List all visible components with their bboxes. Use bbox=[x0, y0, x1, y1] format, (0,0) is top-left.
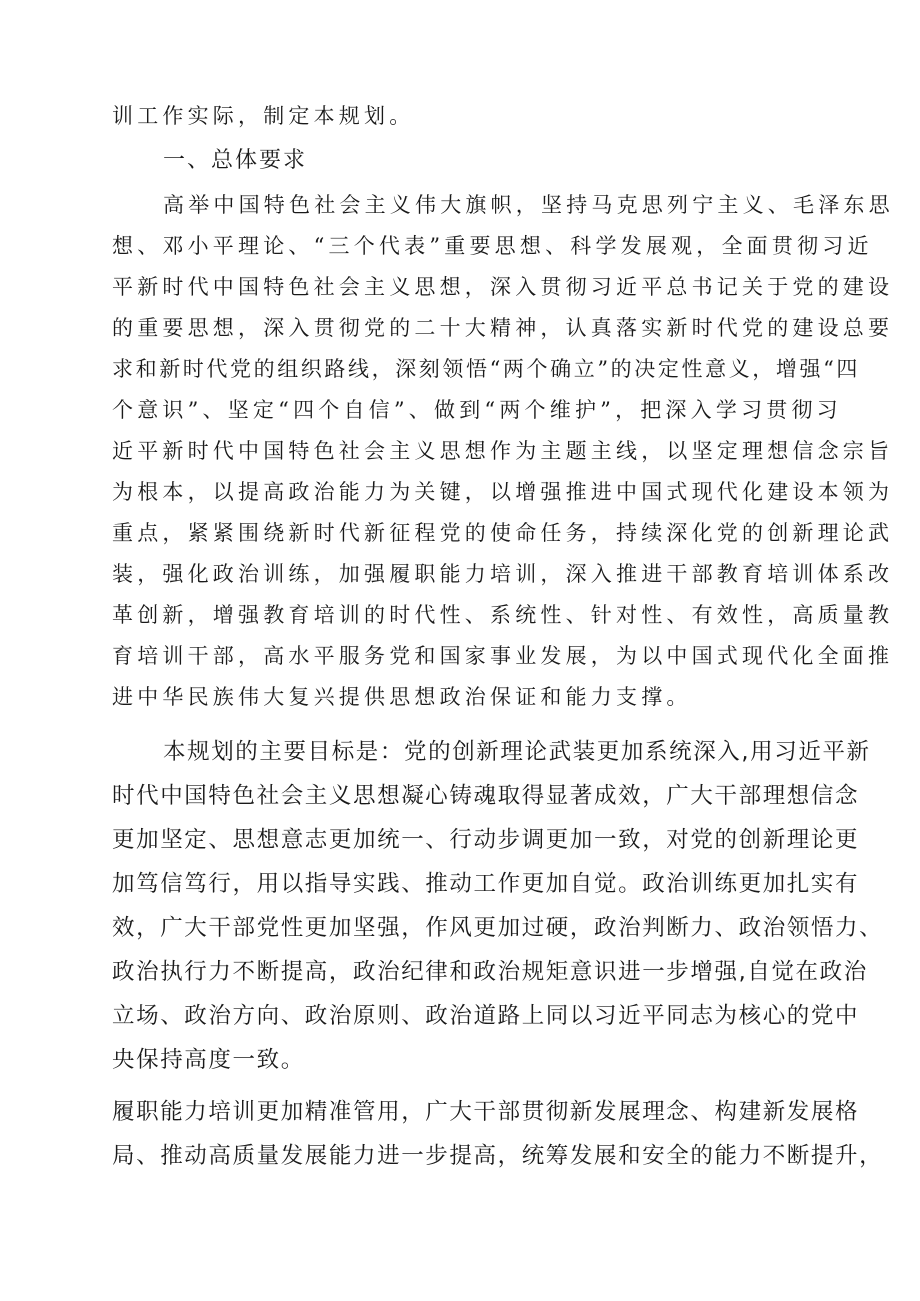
paragraph-line: 效，广大干部党性更加坚强，作风更加过硬，政治判断力、政治领悟力、 bbox=[112, 915, 884, 941]
paragraph-line: 个意识”、坚定“四个自信”、做到“两个维护”，把深入学习贯彻习 bbox=[112, 398, 842, 422]
paragraph-line: 装，强化政治训练，加强履职能力培训，深入推进干部教育培训体系改 bbox=[112, 562, 894, 586]
paragraph-line: 政治执行力不断提高，政治纪律和政治规矩意识进一步增强,自觉在政治 bbox=[112, 959, 868, 985]
paragraph-line: 加笃信笃行，用以指导实践、推动工作更加自觉。政治训练更加扎实有 bbox=[112, 871, 860, 897]
paragraph-line: 想、邓小平理论、“三个代表”重要思想、科学发展观，全面贯彻习近 bbox=[112, 234, 873, 258]
paragraph-line: 更加坚定、思想意志更加统一、行动步调更加一致，对党的创新理论更 bbox=[112, 827, 860, 853]
paragraph-line: 高举中国特色社会主义伟大旗帜，坚持马克思列宁主义、毛泽东思 bbox=[163, 193, 894, 217]
intro-line: 训工作实际，制定本规划。 bbox=[112, 104, 415, 128]
section-heading: 一、总体要求 bbox=[163, 148, 308, 173]
paragraph-line: 平新时代中国特色社会主义思想，深入贯彻习近平总书记关于党的建设 bbox=[112, 275, 894, 299]
paragraph-line: 立场、政治方向、政治原则、政治道路上同以习近平同志为核心的党中 bbox=[112, 1003, 860, 1029]
paragraph-line: 重点，紧紧围绕新时代新征程党的使命任务，持续深化党的创新理论武 bbox=[112, 521, 894, 545]
paragraph-line: 的重要思想，深入贯彻党的二十大精神，认真落实新时代党的建设总要 bbox=[112, 316, 894, 340]
paragraph-line: 局、推动高质量发展能力进一步提高，统筹发展和安全的能力不断提升， bbox=[112, 1143, 884, 1169]
paragraph-line: 求和新时代党的组织路线，深刻领悟“两个确立”的决定性意义，增强“四 bbox=[112, 357, 861, 381]
paragraph-line: 育培训干部，高水平服务党和国家事业发展，为以中国式现代化全面推 bbox=[112, 644, 894, 668]
paragraph-line: 进中华民族伟大复兴提供思想政治保证和能力支撑。 bbox=[112, 685, 692, 709]
paragraph-line: 履职能力培训更加精准管用，广大干部贯彻新发展理念、构建新发展格 bbox=[112, 1099, 860, 1125]
paragraph-line: 为根本，以提高政治能力为关键，以增强推进中国式现代化建设本领为 bbox=[112, 480, 894, 504]
paragraph-line: 近平新时代中国特色社会主义思想作为主题主线，以坚定理想信念宗旨 bbox=[112, 439, 894, 463]
paragraph-line: 革创新，增强教育培训的时代性、系统性、针对性、有效性，高质量教 bbox=[112, 603, 894, 627]
paragraph-line: 央保持高度一致。 bbox=[112, 1047, 305, 1073]
paragraph-line: 时代中国特色社会主义思想凝心铸魂取得显著成效，广大干部理想信念 bbox=[112, 783, 860, 809]
paragraph-line: 本规划的主要目标是：党的创新理论武装更加系统深入,用习近平新 bbox=[163, 739, 871, 765]
